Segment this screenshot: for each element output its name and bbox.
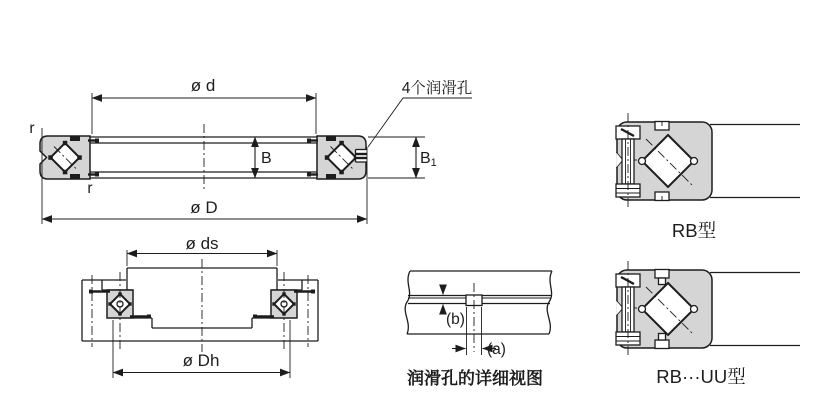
dim-bore-label: ø d xyxy=(190,76,216,95)
dim-shaft-seat-label: ø ds xyxy=(185,234,219,253)
dim-width-b1-label: B1 xyxy=(420,150,437,169)
fillet-r-bottom-label: r xyxy=(87,180,93,197)
dim-width-label: B xyxy=(261,150,272,167)
dim-outer-label: ø D xyxy=(190,198,218,217)
rb-type-figure xyxy=(616,113,800,241)
dim-width-B1 xyxy=(368,137,437,178)
dim-depth-label: (b) xyxy=(446,311,465,328)
fillet-r-top-label: r xyxy=(29,120,35,137)
rbuu-type-caption: RB···UU型 xyxy=(656,366,746,387)
rb-type-caption: RB型 xyxy=(671,220,717,241)
rbuu-type-figure xyxy=(616,261,800,387)
main-bearing-section-figure xyxy=(29,76,472,224)
detail-caption: 润滑孔的详细视图 xyxy=(407,369,543,388)
dim-width-a-label: (a) xyxy=(487,341,506,358)
lube-holes-note: 4个润滑孔 xyxy=(401,80,473,97)
lube-hole-detail-figure xyxy=(405,271,552,388)
lubrication-hole xyxy=(356,150,368,163)
dim-housing-bore-label: ø Dh xyxy=(182,351,220,370)
ring-silhouette-lines xyxy=(88,137,318,178)
dim-housing-bore-Dh xyxy=(113,320,290,378)
dim-depth-b xyxy=(443,285,465,328)
mounting-section-figure xyxy=(82,234,318,378)
